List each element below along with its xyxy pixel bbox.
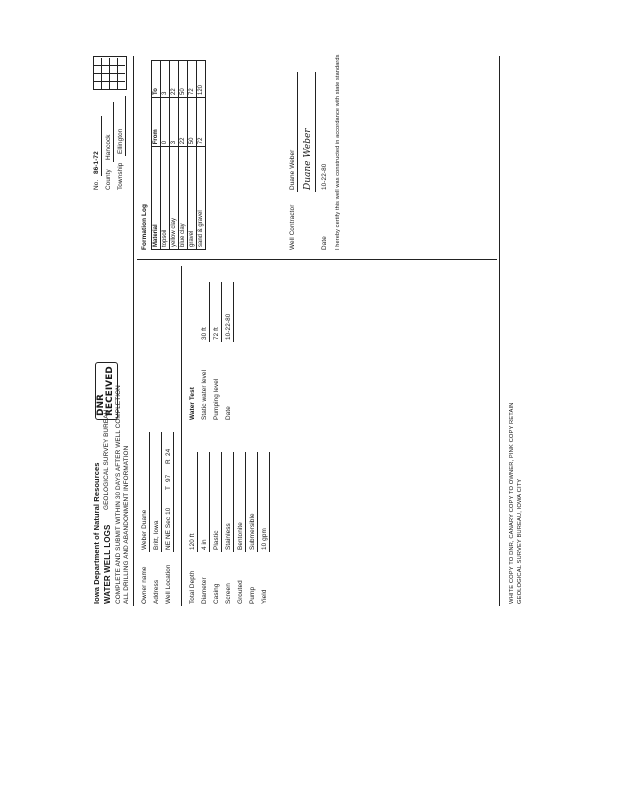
- notice-line-2: ALL DRILLING AND ABANDONMENT INFORMATION: [123, 445, 130, 604]
- table-cell: yellow clay: [170, 147, 179, 250]
- contractor-label: Well Contractor: [289, 204, 296, 250]
- twp-value: 97: [165, 474, 172, 482]
- table-cell: blue clay: [179, 147, 188, 250]
- township-value: Ellington: [117, 128, 124, 154]
- owner-name-label: Owner name: [141, 566, 148, 604]
- screen-label: Screen: [225, 583, 232, 604]
- well-log-form: [89, 50, 529, 610]
- dnr-stamp: DNR RECEIVED: [95, 362, 118, 420]
- log-column-header: From: [152, 98, 161, 147]
- table-cell: 22: [170, 61, 179, 98]
- contractor-signature: Duane Weber: [303, 128, 313, 190]
- table-row: [179, 61, 188, 250]
- owner-address-label: Address: [153, 579, 160, 604]
- screen-value: Stainless: [225, 523, 232, 550]
- contractor-name: Duane Weber: [289, 149, 296, 190]
- log-heading: Formation Log: [141, 203, 148, 250]
- contractor-date: 10-22-80: [321, 163, 328, 190]
- owner-address: Britt, Iowa: [153, 520, 160, 550]
- table-row: [188, 61, 197, 250]
- table-cell: 3: [161, 61, 170, 98]
- table-cell: 3: [170, 98, 179, 147]
- formation-log-table: [151, 60, 206, 250]
- well-location-label: Well Location: [165, 564, 172, 604]
- depth-label: Total Depth: [189, 570, 196, 604]
- table-cell: gravel: [188, 147, 197, 250]
- pump-label: Pump: [249, 586, 256, 604]
- agency-name: Iowa Department of Natural Resources: [92, 462, 101, 604]
- well-location: NE NE Sec 10: [165, 507, 172, 550]
- footer-note-2: GEOLOGICAL SURVEY BUREAU, IOWA CITY: [517, 478, 523, 604]
- footer-divider: [499, 56, 500, 606]
- static-level-label: Static water level: [201, 369, 208, 420]
- record-number: 86-1-72: [93, 151, 100, 174]
- table-cell: 50: [179, 61, 188, 98]
- township-label: Township: [117, 162, 124, 190]
- grout-value: Bentonite: [237, 522, 244, 550]
- pumping-level-value: 72 ft: [213, 327, 220, 340]
- table-cell: 22: [179, 98, 188, 147]
- table-cell: topsoil: [161, 147, 170, 250]
- form-subtitle: GEOLOGICAL SURVEY BUREAU: [103, 409, 110, 510]
- table-cell: 0: [161, 98, 170, 147]
- table-row: [170, 61, 179, 250]
- twp-label: T: [165, 485, 172, 490]
- contractor-date-label: Date: [321, 236, 328, 250]
- column-divider: [137, 259, 497, 260]
- test-date-label: Date: [225, 406, 232, 420]
- rge-value: 24: [165, 448, 172, 456]
- table-row: [161, 61, 170, 250]
- certification-text: I hereby certify this well was constructed in accordance with state standards: [335, 54, 341, 250]
- log-header-row: [152, 61, 161, 250]
- footer-note-1: WHITE COPY TO DNR, CANARY COPY TO OWNER, PINK COPY RETAIN: [509, 402, 515, 604]
- casing-value: Plastic: [213, 530, 220, 550]
- water-test-heading: Water Test: [189, 387, 196, 420]
- table-cell: 72: [188, 61, 197, 98]
- county-label: County: [105, 169, 112, 190]
- table-row: [197, 61, 206, 250]
- table-cell: 50: [188, 98, 197, 147]
- record-number-label: No.: [93, 179, 100, 190]
- pump-value: Submersible: [249, 513, 256, 550]
- casing-label: Casing: [213, 583, 220, 604]
- notice-line-1: COMPLETE AND SUBMIT WITHIN 30 DAYS AFTER WELL COMPLETION: [115, 385, 122, 604]
- table-cell: sand & gravel: [197, 147, 206, 250]
- owner-divider: [181, 266, 182, 606]
- log-column-header: To: [152, 61, 161, 98]
- depth-value: 120 ft: [189, 533, 196, 550]
- owner-name: Weber Duane: [141, 509, 148, 550]
- table-cell: 72: [197, 98, 206, 147]
- log-column-header: Material: [152, 147, 161, 250]
- grout-label: Grouted: [237, 580, 244, 604]
- county-value: Hancock: [105, 134, 112, 160]
- yield-label: Yield: [261, 589, 268, 604]
- rge-label: R: [165, 459, 172, 464]
- table-cell: 120: [197, 61, 206, 98]
- pumping-level-label: Pumping level: [213, 378, 220, 420]
- static-level-value: 30 ft: [201, 327, 208, 340]
- header-divider: [133, 56, 134, 606]
- test-date-value: 10-22-80: [225, 313, 232, 340]
- form-title: WATER WELL LOGS: [103, 524, 112, 604]
- diameter-value: 4 in: [201, 539, 208, 550]
- yield-value: 10 gpm: [261, 528, 268, 550]
- diameter-label: Diameter: [201, 577, 208, 604]
